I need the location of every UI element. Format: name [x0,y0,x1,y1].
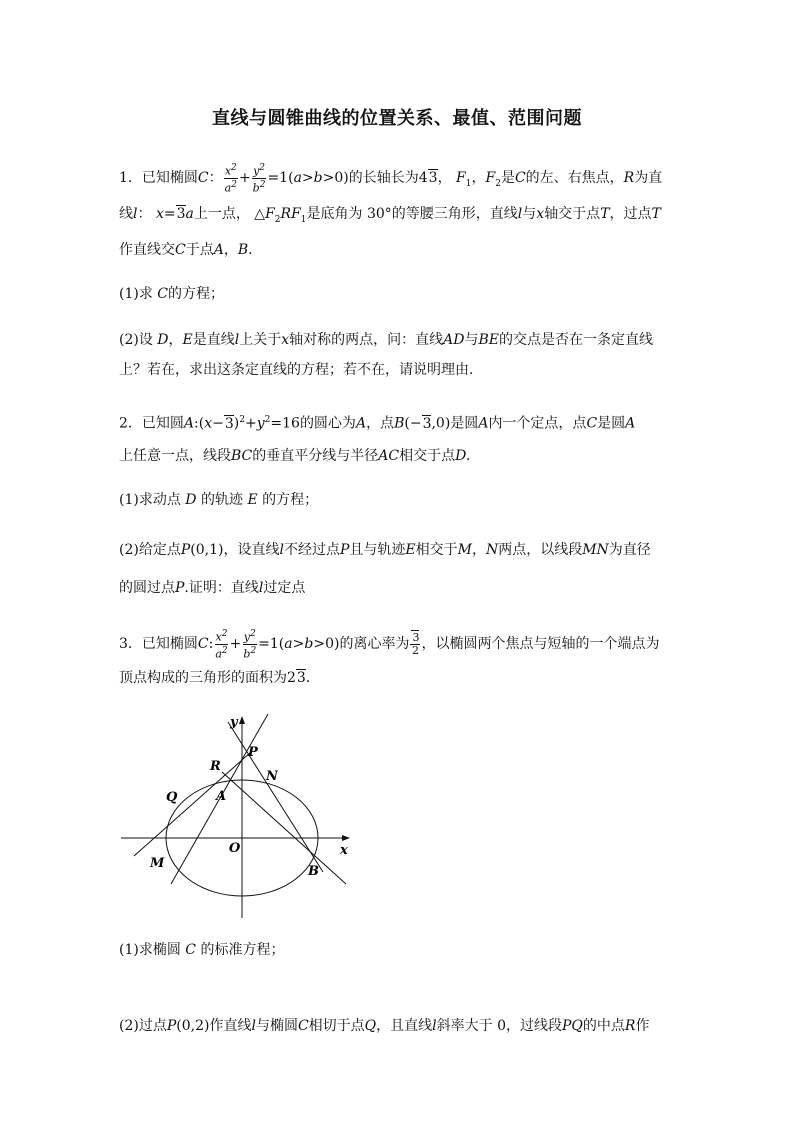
point-q-label: Q [166,790,178,805]
q1-text: 1．已知椭圆 [119,170,198,187]
x-axis-label: x [340,843,348,858]
point-a-label: A [216,789,227,804]
q3-part-1: (1)求椭圆 C 的标准方程； [119,942,285,958]
point-m-label: M [150,856,165,871]
y-axis-label: y [230,715,238,730]
point-r-label: R [210,759,221,774]
q2-line-1: 2．已知圆$A:(x-3)^2+y^2=16$的圆心为A，点B(−3,0)是圆A内一个定点，点C是圆A [119,415,636,432]
q1-part-1: (1)求 C的方程； [119,286,225,302]
q3-line-2: 顶点构成的三角形的面积为23． [119,670,320,686]
point-b-label: B [308,864,319,879]
origin-label: O [229,841,241,856]
q3-line-1: 3．已知椭圆C: $\frac{x^2}{a^2}$ + $\frac{y^2}{b^2}$ =1(a>b>0)的离心率为 $\frac{3}{2}$ ，以椭圆两个焦点与短轴的一个端点为 [119,629,660,661]
line-r [222,772,346,884]
q3-part-2: (2)过点P(0,2)作直线l与椭圆C相切于点Q，且直线l斜率大于 0，过线段PQ的中点R作 [119,1018,650,1034]
q2-part-2: (2)给定点P(0,1)，设直线l不经过点P且与轨迹E相交于M，N两点，以线段MN为直径 [119,542,651,558]
q1-line-2: 线l： x=3a上一点， $\triangle F_2RF_1$是底角为 30°的等腰三角形，直线l与x轴交于点T，过点T [119,206,661,225]
x-axis-arrow-icon [342,835,350,841]
q1-line-1: 1．已知椭圆C： $\frac{x^2}{a^2}$ + $\frac{y^2}{b^2}$ =1(a>b>0)的长轴长为43， $F_1$，$F_2$是C的左、右焦点，R为直 [119,163,663,195]
q1-text: 的长轴长为 [348,170,419,187]
q2-part-2-cont: 的圆过点P.证明：直线l过定点 [119,580,306,596]
q1-part-2-cont: 上？若在，求出这条定直线的方程；若不在，请说明理由. [119,362,474,378]
page-title: 直线与圆锥曲线的位置关系、最值、范围问题 [212,108,582,129]
point-p-label: P [248,745,258,760]
q2-part-1: (1)求动点 D 的轨迹 E 的方程； [119,492,319,508]
q1-part-2: (2)设 D，E是直线l上关于x轴对称的两点，问：直线AD与BE的交点是否在一条定直线 [119,332,654,348]
q2-line-2: 上任意一点，线段BC的垂直平分线与半径AC相交于点D. [119,448,471,464]
q1-line-3: 作直线交C于点A，B. [119,242,253,258]
point-n-label: N [266,769,278,784]
ellipse-figure [118,712,358,922]
y-axis-arrow-icon [239,716,245,724]
